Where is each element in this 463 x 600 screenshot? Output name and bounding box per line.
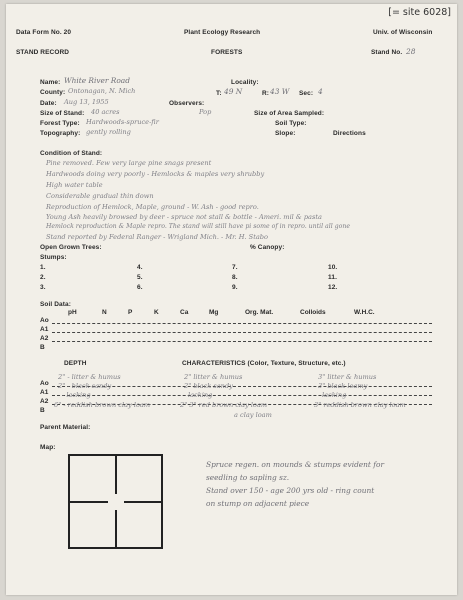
characteristic-value: 2" 3" red brown clay loam — [180, 401, 268, 409]
soil-type-label: Soil Type: — [275, 120, 307, 127]
forest-type-label: Forest Type: — [40, 120, 80, 127]
condition-line: Hardwoods doing very poorly - Hemlocks & maples very shrubby — [46, 170, 265, 178]
characteristics-label: CHARACTERISTICS (Color, Texture, Structure, etc.) — [182, 360, 346, 367]
soil-col-k: K — [154, 309, 159, 316]
forest-type-value: Hardwoods-spruce-fir — [86, 118, 159, 126]
record-title: STAND RECORD — [16, 49, 70, 56]
condition-line: Hemlock reproduction & Maple repro. The stand will still have pi some of in repro. until all gone — [46, 223, 350, 230]
depth-value: - lacking — [62, 391, 91, 399]
county-label: County: — [40, 89, 66, 96]
stump-number: 10. — [328, 264, 338, 271]
characteristic-value: 2" black sandy — [184, 382, 233, 390]
date-label: Date: — [40, 100, 57, 107]
depth-value: 2" - litter & humus — [58, 373, 121, 381]
soil-col-whc: W.H.C. — [354, 309, 375, 316]
map-center-gap — [108, 494, 124, 510]
slope-label: Slope: — [275, 130, 296, 137]
characteristic-value: 3" reddish brown clay loam — [314, 401, 406, 409]
note-line: on stump on adjacent piece — [206, 499, 310, 508]
map-label: Map: — [40, 444, 56, 451]
characteristic-value: lacking — [322, 391, 347, 399]
stump-number: 4. — [137, 264, 143, 271]
soil-col-org: Org. Mat. — [245, 309, 274, 316]
soil-row-line — [52, 323, 432, 324]
condition-line: Young Ash heavily browsed by deer - spruce not stall & bottle - Ameri. mil & pasta — [46, 213, 322, 221]
note-line: seedling to sapling sz. — [206, 473, 290, 482]
stump-number: 1. — [40, 264, 46, 271]
depth-label: DEPTH — [64, 360, 87, 367]
name-label: Name: — [40, 79, 61, 86]
soil-col-ca: Ca — [180, 309, 189, 316]
form-number: Data Form No. 20 — [16, 29, 72, 36]
stump-number: 7. — [232, 264, 238, 271]
r-value: 43 W — [270, 87, 290, 96]
depth-row-ao: Ao — [40, 380, 49, 387]
topography-value: gently rolling — [86, 128, 131, 136]
stand-record-form — [6, 4, 457, 595]
condition-line: Stand reported by Federal Ranger - Wrigland Mich. - Mr. H. Stabo — [46, 233, 268, 241]
characteristic-value: 2" litter & humus — [184, 373, 243, 381]
note-line: Spruce regen. on mounds & stumps evident for — [206, 460, 384, 469]
directions-label: Directions — [333, 130, 366, 137]
condition-line: High water table — [46, 181, 103, 189]
stand-map — [68, 454, 163, 549]
characteristic-value: 3" litter & humus — [318, 373, 377, 381]
soil-row-ao: Ao — [40, 317, 49, 324]
soil-row-a1: A1 — [40, 326, 49, 333]
sec-value: 4 — [318, 87, 323, 96]
topography-label: Topography: — [40, 130, 81, 137]
size-area-label: Size of Area Sampled: — [254, 110, 325, 117]
characteristic-value: a clay loam — [234, 411, 272, 419]
observers-value: Pop — [199, 108, 212, 116]
soil-col-ph: pH — [68, 309, 77, 316]
soil-row-line — [52, 341, 432, 342]
stand-no-label: Stand No. — [371, 49, 403, 56]
characteristic-value: 3" black loamy — [318, 382, 368, 390]
depth-row-line — [52, 395, 432, 396]
note-line: Stand over 150 - age 200 yrs old - ring count — [206, 486, 375, 495]
characteristic-value: lacking — [188, 391, 213, 399]
canopy-label: % Canopy: — [250, 244, 285, 251]
stump-number: 3. — [40, 284, 46, 291]
open-grown-label: Open Grown Trees: — [40, 244, 102, 251]
condition-label: Condition of Stand: — [40, 150, 103, 157]
depth-row-a1: A1 — [40, 389, 49, 396]
stand-no-value: 28 — [406, 47, 416, 56]
stump-number: 12. — [328, 284, 338, 291]
size-value: 40 acres — [91, 108, 120, 116]
t-label: T: — [216, 90, 222, 97]
soil-data-label: Soil Data: — [40, 301, 71, 308]
condition-line: Reproduction of Hemlock, Maple, ground - W. Ash - good repro. — [46, 203, 259, 211]
condition-line: Pine removed. Few very large pine snags present — [46, 159, 212, 167]
soil-row-a2: A2 — [40, 335, 49, 342]
sec-label: Sec: — [299, 90, 314, 97]
depth-value: 2" - black-sandy — [58, 382, 112, 390]
stump-number: 5. — [137, 274, 143, 281]
soil-col-n: N — [102, 309, 107, 316]
observers-label: Observers: — [169, 100, 205, 107]
stump-number: 11. — [328, 274, 337, 281]
soil-row-b: B — [40, 344, 45, 351]
stump-number: 2. — [40, 274, 46, 281]
depth-row-a2: A2 — [40, 398, 49, 405]
date-value: Aug 13, 1955 — [64, 98, 109, 106]
r-label: R: — [262, 90, 270, 97]
depth-row-b: B — [40, 407, 45, 414]
stump-number: 9. — [232, 284, 238, 291]
stump-number: 6. — [137, 284, 143, 291]
soil-col-colloids: Colloids — [300, 309, 326, 316]
t-value: 49 N — [224, 87, 243, 96]
condition-line: Considerable gradual thin down — [46, 192, 154, 200]
university: Univ. of Wisconsin — [373, 29, 433, 36]
category-title: FORESTS — [211, 49, 243, 56]
locality-label: Locality: — [231, 79, 259, 86]
depth-value: 6" - reddish brown clay loam — [54, 401, 151, 409]
county-value: Ontonagan, N. Mich — [68, 87, 136, 95]
soil-row-line — [52, 332, 432, 333]
site-stamp: [= site 6028] — [388, 7, 451, 18]
parent-material-label: Parent Material: — [40, 424, 91, 431]
soil-col-mg: Mg — [209, 309, 219, 316]
size-label: Size of Stand: — [40, 110, 85, 117]
organization: Plant Ecology Research — [184, 29, 261, 36]
stump-number: 8. — [232, 274, 238, 281]
stumps-label: Stumps: — [40, 254, 67, 261]
soil-col-p: P — [128, 309, 133, 316]
name-value: White River Road — [64, 76, 130, 85]
